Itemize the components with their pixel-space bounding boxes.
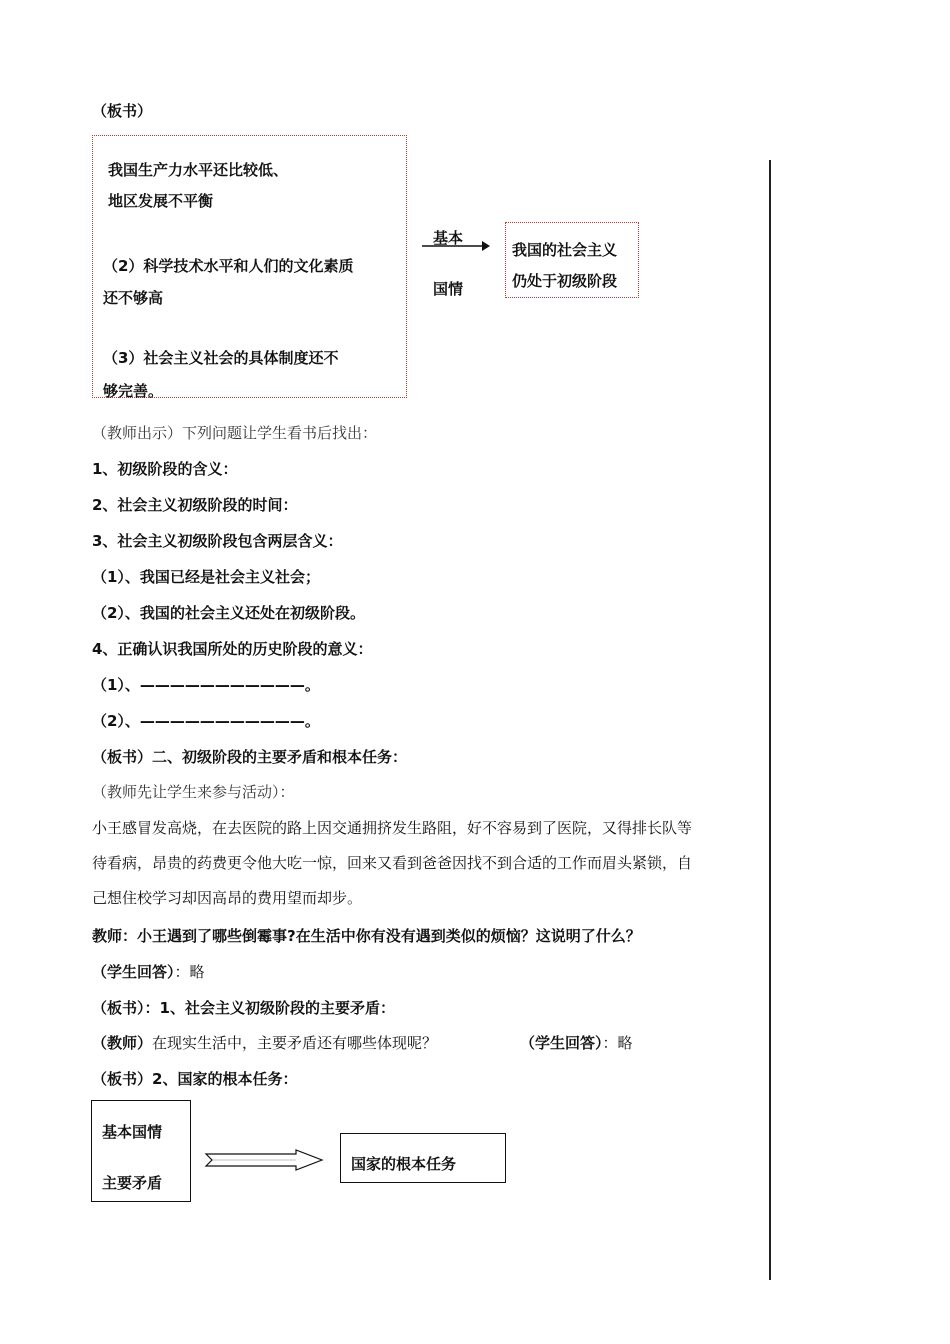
left-box-line2: 地区发展不平衡 [108,192,214,210]
question-3: 3、社会主义初级阶段包含两层含义： [92,532,343,550]
section2-title: （板书）二、初级阶段的主要矛盾和根本任务： [92,748,408,766]
student-answer-2-label: （学生回答） [520,1034,603,1052]
teacher-show-line: （教师出示）下列问题让学生看书后找出： [92,424,378,442]
teacher-activity-line: （教师先让学生来参与活动）： [92,783,295,801]
left-box-line6: 够完善。 [103,382,164,400]
question-4: 4、正确认识我国所处的历史阶段的意义： [92,640,373,658]
story-line1: 小王感冒发高烧，在去医院的路上因交通拥挤发生路阻，好不容易到了医院，又得排长队等 [92,819,693,837]
left-box-line4: 还不够高 [103,289,164,307]
board-point-2 [92,1068,297,1090]
arrow-label-bottom: 国情 [433,280,464,298]
fundamental-task-label: 国家的根本任务 [351,1155,457,1173]
question-4a: （1）、———————————。 [92,676,320,694]
story-line2: 待看病，昂贵的药费更令他大吃一惊，回来又看到爸爸因找不到合适的工作而眉头紧锁，自 [92,854,693,872]
story-line3: 己想住校学习却因高昂的费用望而却步。 [92,889,363,907]
student-answer-2 [520,1032,633,1054]
board-point-2-label: （板书） [92,1070,153,1088]
teacher-line-label: （教师） [92,1034,153,1052]
left-box-line1: 我国生产力水平还比较低、 [108,161,289,179]
student-answer-2-text: ：略 [602,1034,633,1052]
question-1: 1、初级阶段的含义： [92,460,238,478]
teacher-line [92,1032,437,1054]
teacher-question: 教师：小王遇到了哪些倒霉事?在生活中你有没有遇到类似的烦恼？这说明了什么？ [92,927,641,945]
page-right-rule [769,160,771,1280]
board-header: （板书） [92,102,153,120]
double-arrow-icon [204,1148,326,1172]
question-3b: （2）、我国的社会主义还处在初级阶段。 [92,604,365,622]
right-box-line1: 我国的社会主义 [512,241,618,259]
question-2: 2、社会主义初级阶段的时间： [92,496,298,514]
basic-conditions-line1: 基本国情 [102,1123,163,1141]
board-point-1 [92,997,395,1019]
board-point-1-label: （板书） [92,999,145,1017]
right-arrow-icon [420,240,492,252]
basic-conditions-line2: 主要矛盾 [102,1174,163,1192]
left-box-line3: （2）科学技术水平和人们的文化素质 [103,257,354,275]
board-point-1-text: ：1、社会主义初级阶段的主要矛盾： [144,999,395,1017]
teacher-line-text: 在现实生活中，主要矛盾还有哪些体现呢？ [152,1034,438,1052]
student-answer-1-text: ：略 [174,963,205,981]
student-answer-1-label: （学生回答） [92,963,175,981]
left-box-line5: （3）社会主义社会的具体制度还不 [103,349,339,367]
right-box-line2: 仍处于初级阶段 [512,272,618,290]
question-4b: （2）、———————————。 [92,712,320,730]
student-answer-1 [92,961,205,983]
arrow-label-top: 基本 [433,229,464,247]
question-3a: （1）、我国已经是社会主义社会； [92,568,320,586]
board-point-2-text: 2、国家的根本任务： [152,1070,298,1088]
